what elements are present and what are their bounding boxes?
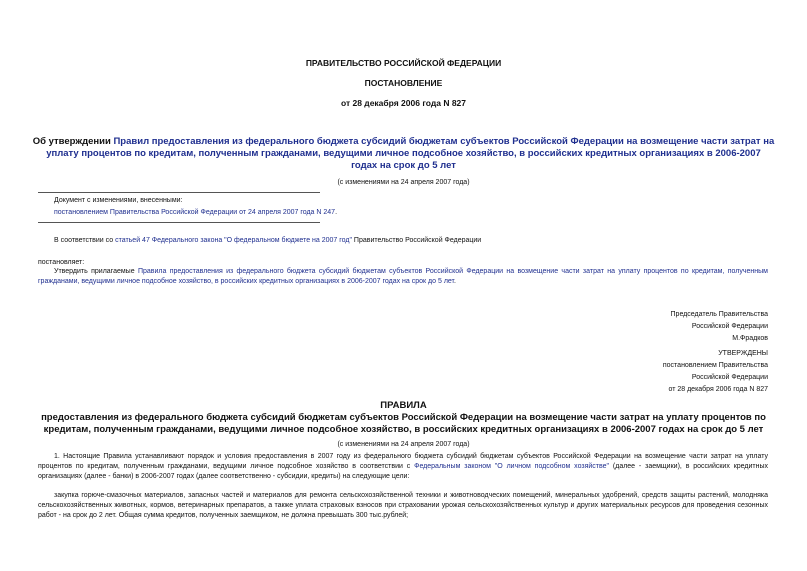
rules-subheading: предоставления из федерального бюджета субсидий бюджетам субъектов Российской Федерации на возмещение части затрат на уплату процентов по кредитам, полученным гражданами, ведущими личное подсобное хозяйство, в российских кредитных организациях в 2006-2007 годах на срок до 5 лет xyxy=(41,412,766,435)
amendments-intro: Документ с изменениями, внесенными: xyxy=(54,197,183,204)
amendment-link[interactable]: постановлением Правительства Российской Федерации от 24 апреля 2007 года N 247 xyxy=(54,209,336,216)
divider-top xyxy=(38,192,320,193)
divider-bottom xyxy=(38,222,320,223)
signature-block xyxy=(500,309,768,345)
title-link[interactable]: Правил предоставления из федерального бюджета субсидий бюджетам субъектов Российской Федерации на возмещение части затрат на уплату процентов по кредитам, полученным гражданами, ведущими личное подсобное хозяйство, в российских кредитных организациях в 2006-2007 годах на срок до 5 лет xyxy=(46,136,775,171)
decree-date: от 28 декабря 2006 года N 827 xyxy=(340,98,467,108)
rules-p1-suffix: (далее - заемщики), в российских кредитных организациях (далее - банки) в 2006-2007 годах (далее соответственно - субсидии, кредиты) на следующие цели: xyxy=(38,463,768,480)
rules-heading: ПРАВИЛА xyxy=(380,400,427,411)
approved-country: Российской Федерации xyxy=(691,374,768,381)
approve-paragraph xyxy=(38,267,768,287)
approved-block xyxy=(500,348,768,396)
rules-changes-note: (с изменениями на 24 апреля 2007 года) xyxy=(337,441,470,448)
decides-text: постановляет: xyxy=(38,259,85,266)
preamble-prefix: В соответствии со xyxy=(54,237,116,244)
private-farming-law-link[interactable]: Федеральным законом "О личном подсобном хозяйстве" xyxy=(414,463,610,470)
amendment-end: . xyxy=(335,209,338,216)
rules-paragraph-1 xyxy=(38,452,768,482)
budget-law-link[interactable]: статьей 47 Федерального закона "О федеральном бюджете на 2007 год" xyxy=(115,237,352,244)
government-heading: ПРАВИТЕЛЬСТВО РОССИЙСКОЙ ФЕДЕРАЦИИ xyxy=(305,58,502,68)
document-title xyxy=(32,136,775,172)
preamble xyxy=(54,236,481,246)
rules-paragraph-2: закупка горюче-смазочных материалов, запасных частей и материалов для ремонта сельскохозяйственной техники и животноводческих помещений, минеральных удобрений, средств защиты растений, молодняка сельскохозяйственных животных, кормов, ветеринарных препаратов, а также уплата страховых взносов при страховании урожая сельскохозяйственных культур и других материальных ресурсов для проведения сезонных работ - на срок до 2 лет. Общая сумма кредитов, полученных заемщиком, не должна превышать 300 тыс.рублей; xyxy=(38,492,768,519)
approved-by: постановлением Правительства xyxy=(662,362,768,369)
rules-p1-prefix: 1. Настоящие Правила устанавливают порядок и условия предоставления в 2007 году из федерального бюджета субсидий бюджетам субъектов Российской Федерации на возмещение части затрат на уплату процентов по кредитам, полученным гражданами, ведущими личное подсобное хозяйство в соответствии с xyxy=(38,453,768,470)
approved-date: от 28 декабря 2006 года N 827 xyxy=(668,386,768,393)
approve-end: . xyxy=(454,278,456,285)
amendments-line xyxy=(54,208,337,218)
approve-prefix: Утвердить прилагаемые xyxy=(54,268,138,275)
preamble-suffix: Правительство Российской Федерации xyxy=(351,237,482,244)
approved-label: УТВЕРЖДЕНЫ xyxy=(718,350,768,357)
decree-type: ПОСТАНОВЛЕНИЕ xyxy=(364,78,443,88)
changes-note: (с изменениями на 24 апреля 2007 года) xyxy=(337,179,470,186)
rules-link[interactable]: Правила предоставления из федерального бюджета субсидий бюджетам субъектов Российской Федерации на возмещение части затрат на уплату процентов по кредитам, полученным гражданами, ведущими личное подсобное хозяйство, в российских кредитных организациях в 2006-2007 годах на срок до 5 лет xyxy=(38,268,768,285)
signature-country: Российской Федерации xyxy=(691,323,768,330)
signature-position: Председатель Правительства xyxy=(670,311,768,318)
title-prefix: Об утверждении xyxy=(32,136,114,147)
signature-name: М.Фрадков xyxy=(732,335,768,342)
